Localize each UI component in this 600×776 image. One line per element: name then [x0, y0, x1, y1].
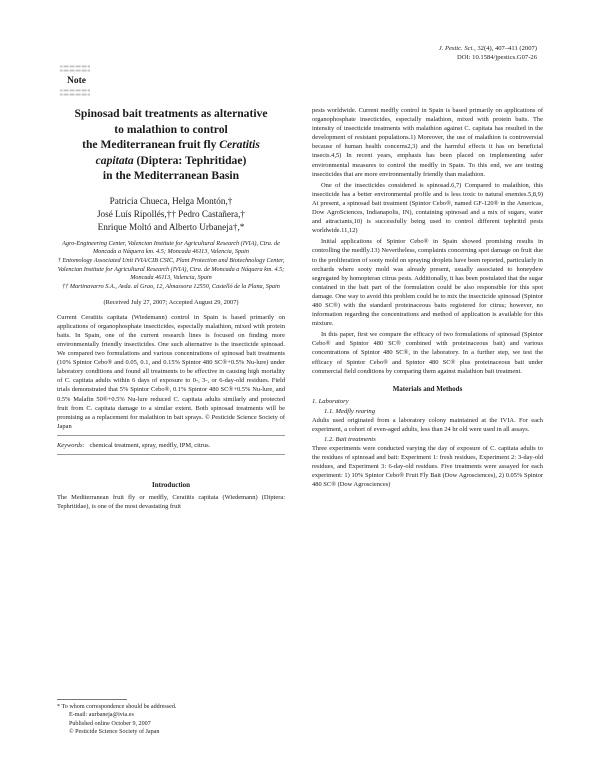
- footnote-line: * To whom correspondence should be addressed.: [57, 704, 177, 710]
- author-line: Patricia Chueca, Helga Montón,†: [109, 195, 233, 206]
- methods-heading: Materials and Methods: [392, 384, 463, 393]
- journal-name: J. Pestic. Sci.: [438, 45, 475, 52]
- journal-header: J. Pestic. Sci., 32(4), 407–411 (2007) DOI: 10.1584/jpestics.G07-26: [438, 45, 537, 61]
- affiliation: Agro-Engineering Center, Valencian Institute for Agricultural Research (IVIA), Ctra. de Moncada a Náquera km. 4.5; Moncada 46113, Valencia, Spain: [62, 239, 280, 256]
- rearing-paragraph: Adults used originated from a laboratory colony maintained at the IVIA. For each experiment, a cohort of even-aged adults, less than 24 hr old were used in all assays.: [312, 416, 543, 433]
- abstract: Current Ceratitis capitata (Wiedemann) control in Spain is based primarily on applications of organophosphate insecticides, especially malathion, mixed with protein baits. In Spain, one of the current research lines is focused on finding more environmentally friendly insecticides. One such alternative is the insecticide spinosad. We compared two formulations and various concentrations of spinosad bait treatments (10% Spintor Cebo® and 0.05, 0.1, and 0.15% Spintor 480 SC®+0.5% Nu-lure) under laboratory conditions and found all treatments to be effective in causing high mortality of C. capitata adults within 6 days of exposure to 0-, 3-, or 6-day-old residues. Field trials demonstrated that 5% Spintor Cebo®, 0.1% Spintor 480 SC®+0.5% Nu-lure, and 0.5% Malafin 50®+0.5% Nu-lure reduced C. capitata adults similarly and protected fruit from C. capitata damage to a similar extent. Both spinosad treatments will be promising as a replacement for malathion in bait sprays. © Pesticide Science Society of Japan: [57, 313, 285, 430]
- divider: [57, 454, 285, 455]
- authors: [57, 195, 285, 234]
- title-line: [57, 153, 285, 169]
- footnotes: [57, 699, 285, 737]
- author-line: José Luís Ripollés,†† Pedro Castañera,†: [96, 208, 245, 219]
- keywords: [57, 441, 285, 450]
- body-paragraph: Initial applications of Spintor Cebo® in Spain showed promising results in controlling the medfly.13) Nevertheless, complaints concerning spot damage on fruit due to the proliferation of sooty mold on spraying droplets have been reported, particularly in orchards where sooty mold was already present, usually associated to honeydew segregated by homopteran citrus pests. Additionally, it has been postulated that the sugar contained in the bait part of the formulation could be also responsible for this spot damage. One way to avoid this problem could be to mix the insecticide spinosad (Spintor 480 SC®) with the standard proteinaceous baits registered for citrus; however, no information regarding the concentrations and method of application is available for this mixture.: [312, 238, 543, 328]
- title-part-italic: Ceratitis: [219, 138, 260, 151]
- title-part: the Mediterranean fruit fly: [82, 138, 220, 151]
- left-column: [57, 106, 285, 511]
- footnote-line: © Pesticide Science Society of Japan: [69, 729, 160, 736]
- received-dates: (Received July 27, 2007; Accepted August 29, 2007): [103, 298, 239, 306]
- subsection-heading: 1. Laboratory: [312, 397, 349, 405]
- affiliation: †† Martinavarro S.A., Avda. al Grao, 12, Almassora 12550, Castelló de la Plana, Spain: [62, 283, 280, 291]
- note-rule-bottom: ¦¦¦¦¦¦¦¦¦¦¦¦¦¦¦¦¦¦¦¦¦¦¦¦¦: [60, 90, 91, 96]
- keywords-list: chemical treatment, spray, medfly, IPM, citrus.: [89, 441, 211, 449]
- article-title: [57, 106, 285, 184]
- affiliations: [57, 240, 285, 292]
- journal-volume: 32(4), 407–411 (2007): [477, 45, 537, 52]
- intro-heading: Introduction: [152, 481, 190, 490]
- body-paragraph: In this paper, first we compare the efficacy of two formulations of spinosad (Spintor Cebo® and Spintor 480 SC® combined with proteinaceous bait) and various concentrations of Spintor 480 SC®, in the laboratory. In a further step, we test the efficacy of Spintor Cebo® and Spintor 480 SC® plus proteinaceous bait under commercial field conditions by comparing them against malathion bait treatment.: [312, 331, 543, 375]
- title-line: in the Mediterranean Basin: [102, 169, 240, 182]
- subsection-heading: 1.1. Medfly rearing: [324, 407, 376, 415]
- title-part: (Diptera: Tephritidae): [133, 153, 247, 167]
- intro-paragraph: The Mediterranean fruit fly or medfly, Ceratitis capitata (Wiedemann) (Diptera: Tephritidae), is one of the most devastating fruit: [57, 494, 285, 511]
- keywords-label: Keywords:: [57, 441, 85, 449]
- divider: [57, 435, 285, 436]
- body-paragraph: pests worldwide. Current medfly control in Spain is based primarily on applications of organophosphate insecticides, especially malathion, mixed with protein baits. The intensity of insecticide treatments with malathion against C. capitata has resulted in the development of resistant populations.1) Moreover, the use of malathion is controversial because of human health concerns2,3) and the harmful effects it has on beneficial insects.4,5) In recent years, emphasis has been placed on implementing safer environmental measures to control the medfly in Spain. To this end, we are testing insecticides that are more environmentally friendly than malathion.: [312, 107, 543, 178]
- title-line: to malathion to control: [114, 122, 228, 136]
- note-rule-top: ¦¦¦¦¦¦¦¦¦¦¦¦¦¦¦¦¦¦¦¦¦¦¦¦¦: [60, 66, 91, 72]
- bait-paragraph: Three experiments were conducted varying the day of exposure of C. capitata adults to the residues of spinosad and bait: Experiment 1: fresh residues, Experiment 2: 3-day-old residues, and Experiment 3: 6-day-old residues. Five treatments were assayed for each experiment: 1) 10% Spintor Cebo® Fruit Fly Bait (Dow Agrosciences), 2) 0.05% Spintor 480 SC® (Dow Agrosciences): [312, 444, 543, 489]
- author-line: Enrique Moltó and Alberto Urbaneja†,*: [97, 221, 245, 232]
- right-column: [312, 106, 543, 489]
- footnote-rule: [57, 699, 127, 700]
- body-paragraph: One of the insecticides considered is spinosad.6,7) Compared to malathion, this insecticide has a better environmental profile and is less toxic to natural enemies.5,8,9) At present, a spinosad bait treatment (Spintor Cebo®, named GF-120® in the Americas, Dow AgroSciences, Indianapolis, IN), containing spinosad and a mix of sugars, water and attractants,10) is successfully being used to control different tephritid pests worldwide.11,12): [312, 181, 543, 235]
- section-label: Note: [67, 76, 86, 86]
- title-line: Spinosad bait treatments as alternative: [74, 107, 268, 120]
- title-part-italic: capitata: [95, 153, 134, 167]
- title-line: [57, 137, 285, 153]
- subsection-heading: 1.2. Bait treatments: [324, 435, 376, 443]
- journal-doi: DOI: 10.1584/jpestics.G07-26: [456, 54, 537, 61]
- affiliation: † Entomology Associated Unit IVIA/CIB CSIC, Plant Protection and Biotechnology Center, Valencian Institute for Agricultural Research (IVIA), Ctra. de Moncada a Náquera km. 4.5; Moncada 46113, Valencia, Spain: [57, 256, 285, 282]
- footnote-line: E-mail: aurbaneja@ivia.es: [69, 712, 134, 719]
- footnote-line: Published online October 9, 2007: [69, 720, 151, 727]
